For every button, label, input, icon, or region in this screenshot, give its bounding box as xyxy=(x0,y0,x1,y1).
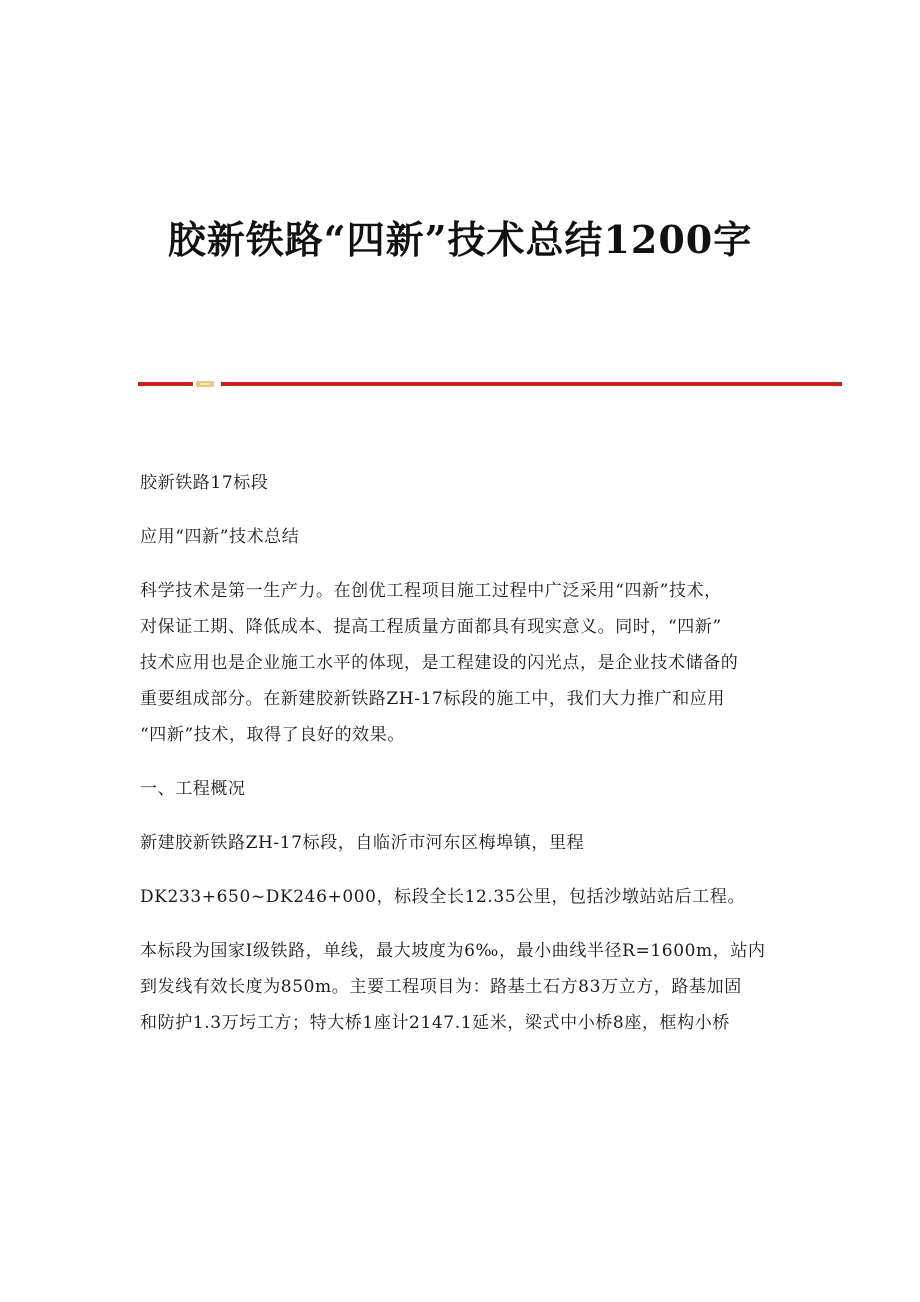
body-line: “四新”技术，取得了良好的效果。 xyxy=(140,725,405,745)
body-line: 科学技术是第一生产力。在创优工程项目施工过程中广泛采用“四新”技术， xyxy=(140,581,722,601)
body-line: 技术应用也是企业施工水平的体现，是工程建设的闪光点，是企业技术储备的 xyxy=(140,653,739,673)
divider-line-left xyxy=(138,382,193,386)
body-line: DK233+650~DK246+000，标段全长12.35公里，包括沙墩站站后工程。 xyxy=(140,887,746,907)
body-line: 和防护1.3万圬工方；特大桥1座计2147.1延米，梁式中小桥8座，框构小桥 xyxy=(140,1013,730,1033)
divider-ornament-icon xyxy=(196,381,214,387)
body-line: 胶新铁路17标段 xyxy=(140,473,269,493)
body-line: 新建胶新铁路ZH-17标段，自临沂市河东区梅埠镇，里程 xyxy=(140,833,585,853)
divider-line-right xyxy=(221,382,842,386)
body-line: 重要组成部分。在新建胶新铁路ZH-17标段的施工中，我们大力推广和应用 xyxy=(140,689,726,709)
body-line: 对保证工期、降低成本、提高工程质量方面都具有现实意义。同时，“四新” xyxy=(140,617,722,637)
body-line: 到发线有效长度为850m。主要工程项目为：路基土石方83万立方，路基加固 xyxy=(140,977,742,997)
document-body xyxy=(140,465,790,1041)
body-line: 本标段为国家Ⅰ级铁路，单线，最大坡度为6‰，最小曲线半径R=1600m，站内 xyxy=(140,941,766,961)
section-heading: 一、工程概况 xyxy=(140,779,246,799)
title-divider xyxy=(138,380,842,388)
body-line: 应用“四新”技术总结 xyxy=(140,527,300,547)
document-title: 胶新铁路“四新”技术总结1200字 xyxy=(167,217,753,262)
